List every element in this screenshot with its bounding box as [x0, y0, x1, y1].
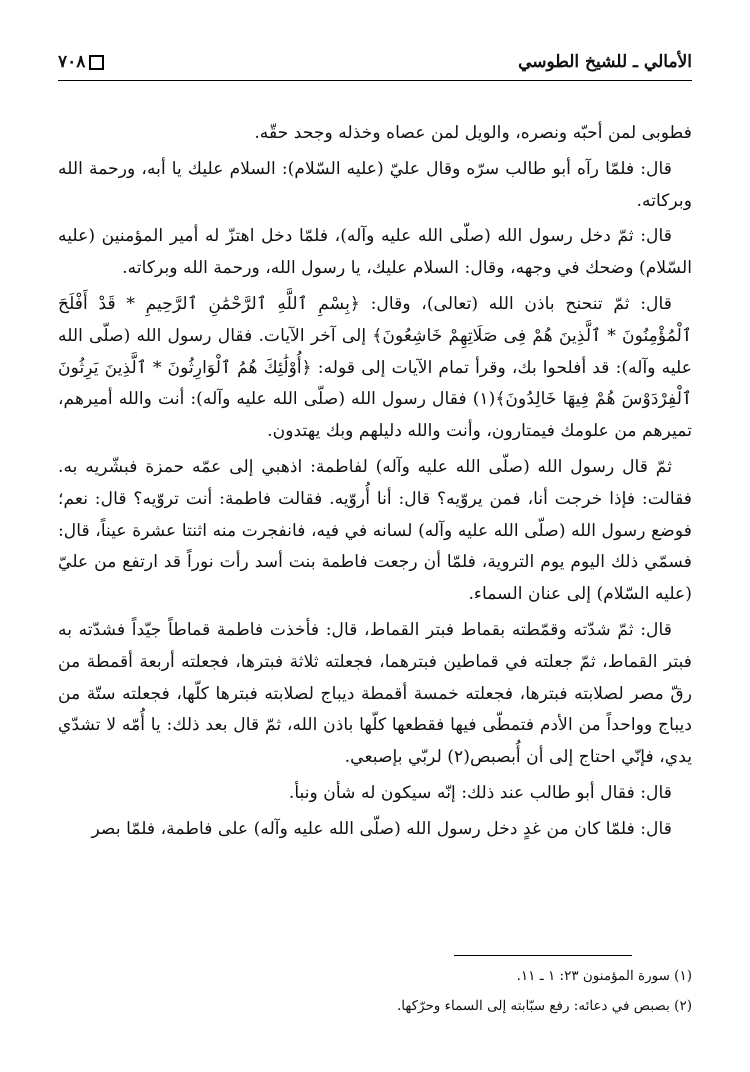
paragraph: فطوبى لمن أحبّه ونصره، والويل لمن عصاه وخذله وجحد حقّه.	[254, 123, 692, 143]
paragraph: قال: فلمّا رآه أبو طالب سرّه وقال عليّ (عليه السّلام): السلام عليك يا أبه، ورحمة الله وبركاته.	[58, 158, 692, 211]
footnote: (١) سورة المؤمنون ٢٣: ١ ـ ١١.	[516, 968, 692, 984]
paragraph: قال: فقال أبو طالب عند ذلك: إنّه سيكون له شأن ونبأ.	[288, 782, 672, 803]
paragraph: قال: ثمّ تنحنح باذن الله (تعالى)، وقال: ﴿بِسْمِ ٱللَّهِ ٱلرَّحْمَٰنِ ٱلرَّحِيمِ * قَدْ أَفْلَحَ ٱلْمُؤْمِنُونَ * ٱلَّذِينَ هُمْ فِى صَلَاتِهِمْ خَاشِعُونَ﴾ إلى آخر الآيات. فقال رسول الله (صلّى الله عليه وآله): قد أفلحوا بك، وقرأ تمام الآيات إلى قوله: ﴿أُوْلَٰئِكَ هُمُ ٱلْوَارِثُونَ * ٱلَّذِينَ يَرِثُونَ ٱلْفِرْدَوْسَ هُمْ فِيهَا خَالِدُونَ﴾(١) فقال رسول الله (صلّى الله عليه وآله): أنت والله أميرهم، تميرهم من علومك فيمتارون، وأنت والله دليلهم وبك يهتدون.	[58, 293, 692, 442]
paragraph: قال: فلمّا كان من غدٍ دخل رسول الله (صلّى الله عليه وآله) على فاطمة، فلمّا بصر	[91, 818, 672, 839]
footnote-divider	[454, 955, 632, 956]
paragraph: قال: ثمّ دخل رسول الله (صلّى الله عليه وآله)، فلمّا دخل اهتزّ له أمير المؤمنين (عليه السّلام) وضحك في وجهه، وقال: السلام عليك، يا رسول الله، ورحمة الله وبركاته.	[58, 226, 692, 279]
page-number: ٧٠٨	[58, 52, 86, 72]
page-number-group	[58, 52, 104, 72]
paragraph: قال: ثمّ شدّته وقمّطته بقماط فبتر القماط، قال: فأخذت فاطمة قماطاً جيّداً فشدّته به فبتر القماط، ثمّ جعلته في قماطين فبترهما، فجعلته ثلاثة فبترها، فجعلته أربعة أقمطة من رقّ مصر لصلابته فبترها، فجعلته خمسة أقمطة ديباج لصلابته فبترها كلّها، فجعلته ستّة من ديباج وواحداً من الأدم فتمطّى فيها فقطعها كلّها باذن الله، ثمّ قال بعد ذلك: يا أُمّه لا تشدّي يدي، فإنّي احتاج إلى أن أُبصبص(٢) لربّي بإصبعي.	[58, 619, 692, 768]
body-text	[58, 118, 692, 850]
footnotes	[58, 961, 692, 1021]
footnote: (٢) بصبص في دعائه: رفع سبّابته إلى السماء وحرّكها.	[396, 998, 692, 1014]
page-header	[58, 44, 692, 81]
square-box-icon	[89, 55, 104, 70]
paragraph: ثمّ قال رسول الله (صلّى الله عليه وآله) لفاطمة: اذهبي إلى عمّه حمزة فبشّريه به. فقالت: فإذا خرجت أنا، فمن يروّيه؟ قال: أنا أُروّيه. فقالت فاطمة: أنت تروّيه؟ قال: نعم؛ فوضع رسول الله (صلّى الله عليه وآله) لسانه في فيه، فانفجرت منه اثنتا عشرة عيناً، قال: فسمّي ذلك اليوم يوم التروية، فلمّا أن رجعت فاطمة بنت أسد رأت نوراً قد ارتفع من عليّ (عليه السّلام) إلى عنان السماء.	[58, 456, 692, 605]
running-title: الأمالي ـ للشيخ الطوسي	[518, 52, 692, 72]
